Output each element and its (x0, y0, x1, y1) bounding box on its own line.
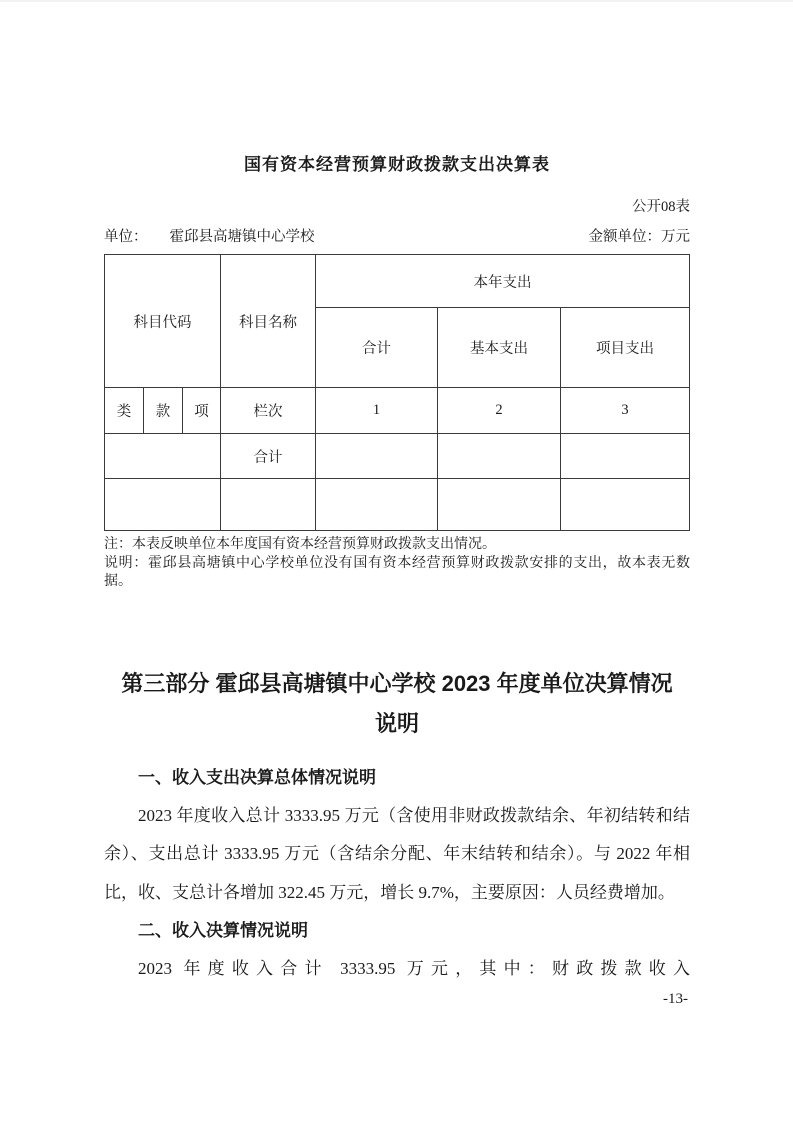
heading-income-expenditure-overview: 一、收入支出决算总体情况说明 (138, 767, 376, 787)
header-total: 合计 (316, 308, 438, 388)
section-title-line2: 说明 (374, 710, 419, 736)
section-title-line1: 第三部分 霍邱县高塘镇中心学校 2023 年度单位决算情况 (121, 670, 673, 696)
header-project-expenditure: 项目支出 (561, 308, 690, 388)
cell-basic (438, 479, 561, 531)
cell-project (561, 479, 690, 531)
header-subject-code: 科目代码 (105, 255, 221, 388)
table-column-index-row (105, 388, 690, 434)
table-explanation: 说明：霍邱县高塘镇中心学校单位没有国有资本经营预算财政拨款安排的支出，故本表无数据。 (104, 555, 690, 589)
header-category: 类 (105, 388, 144, 434)
expenditure-table (104, 254, 690, 531)
header-item: 项 (183, 388, 221, 434)
unit-name: 霍邱县高塘镇中心学校 (169, 229, 315, 245)
header-subject-name: 科目名称 (221, 255, 316, 388)
table-note: 注：本表反映单位本年度国有资本经营预算财政拨款支出情况。 (104, 537, 496, 552)
cell-code (105, 479, 221, 531)
column-index-1: 1 (316, 388, 438, 434)
paragraph-income-details: 2023 年度收入合计 3333.95 万元，其中：财政拨款收入 (138, 959, 690, 978)
cell-basic (438, 434, 561, 479)
header-basic-expenditure: 基本支出 (438, 308, 561, 388)
unit-label: 单位： (104, 229, 148, 245)
table-title: 国有资本经营预算财政拨款支出决算表 (244, 155, 550, 174)
table-code-label: 公开08表 (632, 199, 690, 215)
table-header-row-1 (105, 255, 690, 308)
cell-subject-name (221, 479, 316, 531)
table-row (105, 434, 690, 479)
cell-code (105, 434, 221, 479)
column-index-3: 3 (561, 388, 690, 434)
header-column-label: 栏次 (221, 388, 316, 434)
table-meta-row (104, 225, 690, 246)
heading-income-details: 二、收入决算情况说明 (138, 921, 308, 940)
column-index-2: 2 (438, 388, 561, 434)
section-title (104, 664, 690, 744)
paragraph-overview: 2023 年度收入总计 3333.95 万元（含使用非财政拨款结余、年初结转和结余）、支出总计 3333.95 万元（含结余分配、年末结转和结余）。与 2022 年相比，收、支总计各增加 322.45 万元，增长 9.7%，主要原因：人员经费增加。 (104, 805, 690, 902)
amount-unit-label: 金额单位：万元 (588, 229, 690, 245)
cell-project (561, 434, 690, 479)
unit-field (104, 225, 315, 246)
cell-subject-name: 合计 (221, 434, 316, 479)
page-content (104, 2, 690, 1008)
table-row (105, 479, 690, 531)
header-section: 款 (144, 388, 183, 434)
header-current-year-expenditure: 本年支出 (316, 255, 690, 308)
table-notes (104, 536, 690, 592)
page-number: -13- (663, 990, 688, 1007)
cell-total (316, 434, 438, 479)
cell-total (316, 479, 438, 531)
